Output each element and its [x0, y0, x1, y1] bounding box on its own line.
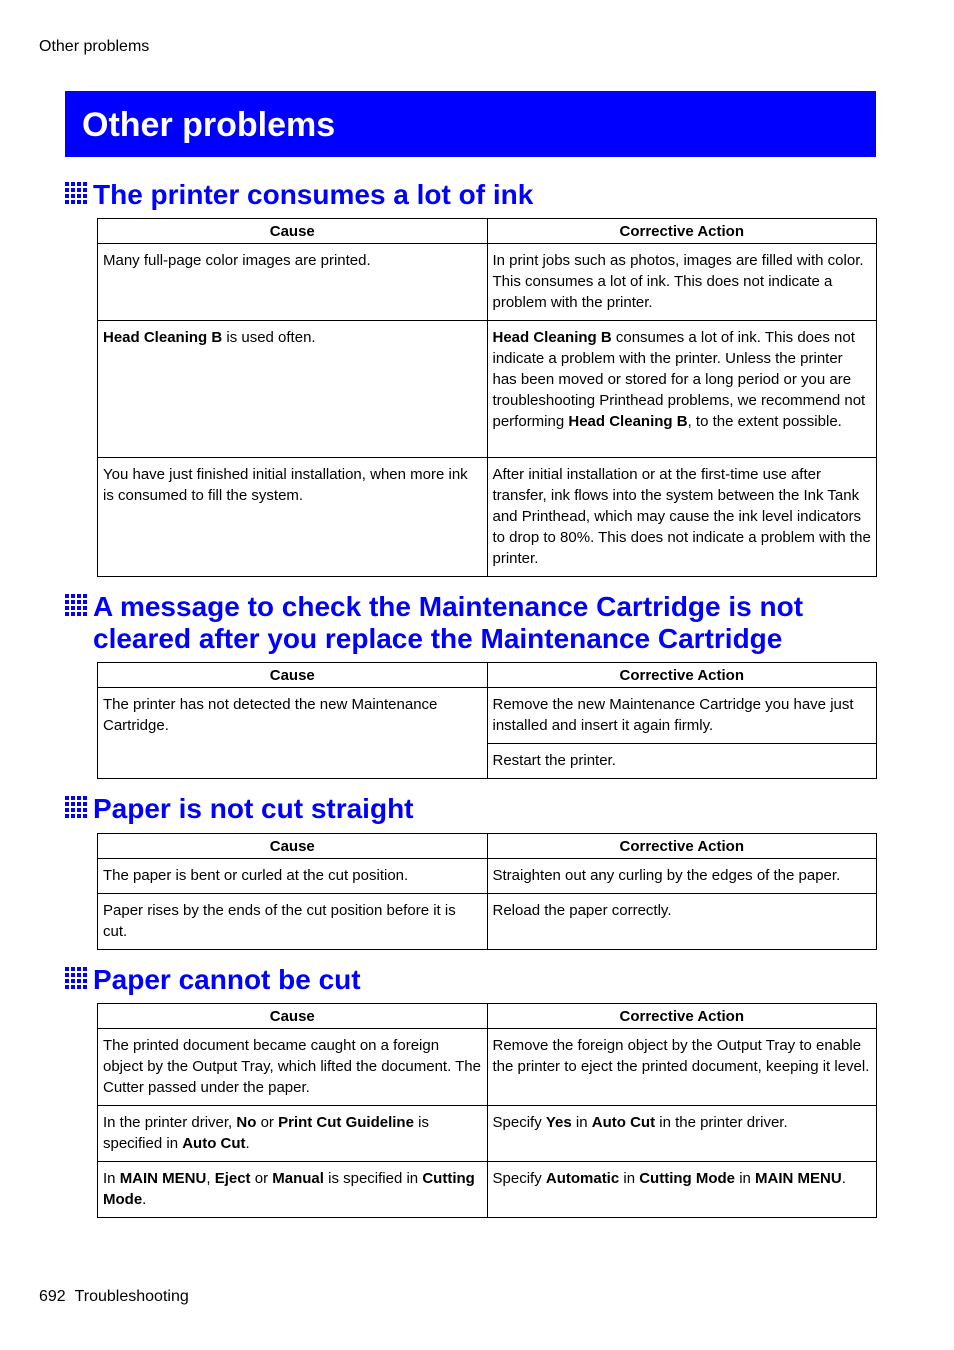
table-header-row — [98, 663, 877, 688]
action-cell: Reload the paper correctly. — [487, 894, 877, 950]
section-title: A message to check the Maintenance Cartridge is not cleared after you replace the Maintenance Cartridge — [93, 591, 804, 654]
section-heading-cannot-cut — [65, 964, 361, 996]
action-cell: Head Cleaning B consumes a lot of ink. This does not indicate a problem with the printer. Unless the printer has been moved or stored for a long period or you are troubleshooting Printhead problems, we recommend not performing Head Cleaning B, to the extent possible. — [487, 321, 877, 458]
action-cell: After initial installation or at the first-time use after transfer, ink flows into the system between the Ink Tank and Printhead, which may cause the ink level indicators to drop to 80%. This does not indicate a problem with the printer. — [487, 458, 877, 577]
table-row — [98, 1106, 877, 1162]
action-cell: Specify Automatic in Cutting Mode in MAIN MENU. — [487, 1162, 877, 1218]
cause-header: Cause — [98, 663, 488, 688]
table-row — [98, 1162, 877, 1218]
cause-header: Cause — [98, 834, 488, 859]
action-header: Corrective Action — [487, 663, 877, 688]
cause-cell: In MAIN MENU, Eject or Manual is specified in Cutting Mode. — [98, 1162, 488, 1218]
action-cell: Specify Yes in Auto Cut in the printer driver. — [487, 1106, 877, 1162]
cut-straight-table — [97, 833, 877, 950]
action-cell: Restart the printer. — [487, 744, 877, 779]
action-header: Corrective Action — [487, 834, 877, 859]
section-heading-ink — [65, 179, 533, 211]
ink-table — [97, 218, 877, 577]
grid-bullet-icon — [65, 182, 87, 204]
cause-cell: The printer has not detected the new Maintenance Cartridge. — [98, 688, 488, 779]
table-row — [98, 894, 877, 950]
table-header-row — [98, 1004, 877, 1029]
page-title: Other problems — [82, 106, 336, 144]
table-header-row — [98, 834, 877, 859]
action-cell: In print jobs such as photos, images are filled with color. This consumes a lot of ink. This does not indicate a problem with the printer. — [487, 244, 877, 321]
page-footer — [39, 1288, 189, 1306]
section-title: Paper cannot be cut — [93, 964, 361, 995]
action-cell: Remove the foreign object by the Output Tray to enable the printer to eject the printed document, keeping it level. — [487, 1029, 877, 1106]
cause-cell: The paper is bent or curled at the cut position. — [98, 859, 488, 894]
maintenance-table — [97, 662, 877, 779]
running-head: Other problems — [39, 38, 150, 55]
cannot-cut-table — [97, 1003, 877, 1218]
section-title: The printer consumes a lot of ink — [93, 179, 534, 210]
table-row — [98, 1029, 877, 1106]
action-header: Corrective Action — [487, 219, 877, 244]
cause-header: Cause — [98, 1004, 488, 1029]
grid-bullet-icon — [65, 796, 87, 818]
section-title: Paper is not cut straight — [93, 793, 414, 824]
table-row — [98, 244, 877, 321]
section-heading-cut-straight — [65, 793, 414, 825]
table-row — [98, 321, 877, 458]
cause-cell: Many full-page color images are printed. — [98, 244, 488, 321]
table-row — [98, 859, 877, 894]
cause-cell: The printed document became caught on a foreign object by the Output Tray, which lifted the document. The Cutter passed under the paper. — [98, 1029, 488, 1106]
action-cell: Straighten out any curling by the edges of the paper. — [487, 859, 877, 894]
action-header: Corrective Action — [487, 1004, 877, 1029]
cause-cell: In the printer driver, No or Print Cut Guideline is specified in Auto Cut. — [98, 1106, 488, 1162]
table-header-row — [98, 219, 877, 244]
chapter-banner — [65, 91, 876, 157]
footer-section-name: Troubleshooting — [74, 1288, 189, 1305]
action-cell: Remove the new Maintenance Cartridge you have just installed and insert it again firmly. — [487, 688, 877, 744]
grid-bullet-icon — [65, 967, 87, 989]
page-number: 692 — [39, 1288, 66, 1305]
grid-bullet-icon — [65, 594, 87, 616]
cause-cell: Paper rises by the ends of the cut position before it is cut. — [98, 894, 488, 950]
table-row — [98, 688, 877, 744]
section-heading-maintenance — [65, 591, 803, 655]
cause-cell: Head Cleaning B is used often. — [98, 321, 488, 458]
cause-cell: You have just finished initial installation, when more ink is consumed to fill the system. — [98, 458, 488, 577]
table-row — [98, 458, 877, 577]
cause-header: Cause — [98, 219, 488, 244]
